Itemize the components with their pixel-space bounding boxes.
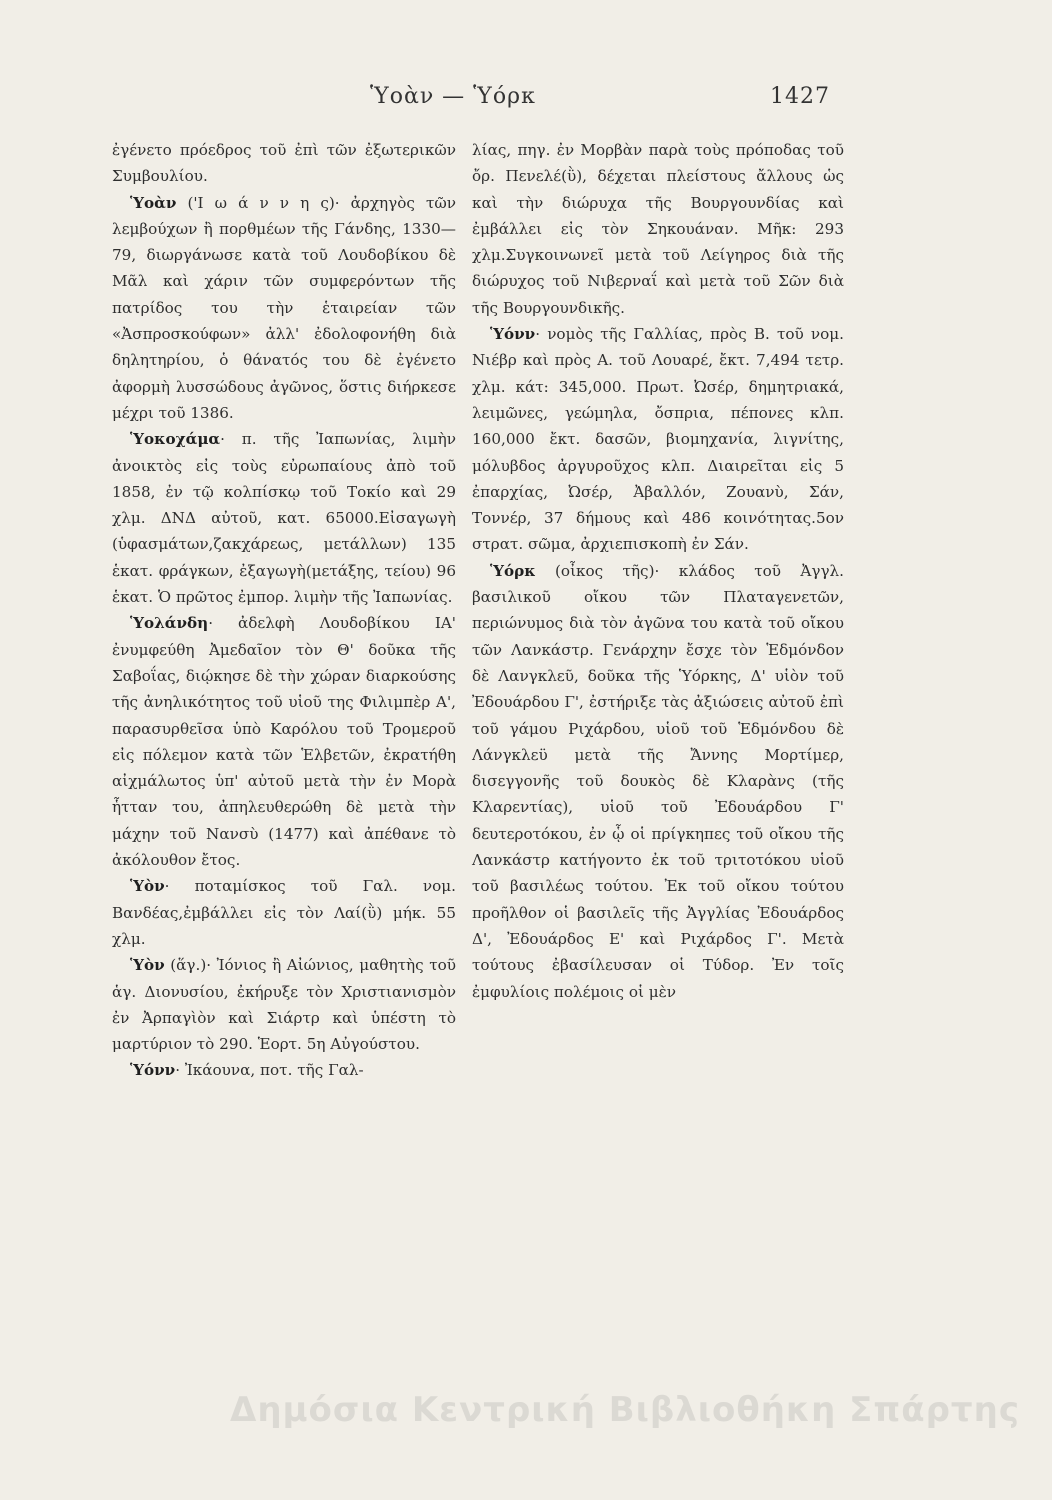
running-head [360,84,920,114]
entry-text: λίας, πηγ. ἐν Μορβὰν παρὰ τοὺς πρόποδας τοῦ ὄρ. Πενελέ(ῢ), δέχεται πλείστους ἄλλους ὡς καὶ τὴν διώρυχα τῆς Βουργουνδίας καὶ ἐμβάλλει εἰς τὸν Σηκουάναν. Μῆκ: 293 χλμ.Συγκοινωνεῖ μετὰ τοῦ Λείγηρος διὰ τῆς διώρυχος τοῦ Νιβερναΐ καὶ μετὰ τοῦ Σῶν διὰ τῆς Βουργουνδικῆς. [472,141,844,317]
entry-text: (οἶκος τῆς)· κλάδος τοῦ Ἀγγλ. βασιλικοῦ οἴκου τῶν Πλαταγενετῶν, περιώνυμος διὰ τὸν ἀγῶνα του κατὰ τοῦ οἴκου τῶν Λανκάστρ. Γενάρχην ἔσχε τὸν Ἑδμόνδον δὲ Λανγκλεῦ, δοῦκα τῆς Ὑόρκης, Δ' υἱὸν τοῦ Ἐδουάρδου Γ', ἐστήριξε τὰς ἀξιώσεις αὐτοῦ ἐπὶ τοῦ γάμου Ριχάρδου, υἱοῦ τοῦ Ἑδμόνδου δὲ Λάνγκλεϋ μετὰ τῆς Ἄννης Μορτίμερ, δισεγγονῆς τοῦ δουκὸς δὲ Κλαρὰνς (τῆς Κλαρεντίας), υἱοῦ τοῦ Ἐδουάρδου Γ' δευτεροτόκου, ἐν ᾧ οἱ πρίγκηπες τοῦ οἴκου τῆς Λανκάστρ κατήγοντο ἐκ τοῦ τριτοτόκου υἱοῦ τοῦ βασιλέως τούτου. Ἐκ τοῦ οἴκου τούτου προῆλθον οἱ βασιλεῖς τῆς Ἀγγλίας Ἐδουάρδος Δ', Ἐδουάρδος Ε' καὶ Ριχάρδος Γ'. Μετὰ τούτους ἐβασίλευσαν οἱ Τύδορ. Ἐν τοῖς ἐμφυλίοις πολέμοις οἱ μὲν [472,561,844,1001]
dictionary-entry [472,558,844,1005]
entry-text: ('Ι ω ά ν ν η ς)· ἀρχηγὸς τῶν λεμβούχων ἢ πορθμέων τῆς Γάνδης, 1330—79, διωργάνωσε κατὰ τοῦ Λουδοβίκου δὲ Μᾶλ καὶ χάριν τῶν συμφερόντων τῆς πατρίδος του τὴν ἑταιρείαν τῶν «Ἀσπροσκούφων» ἀλλ' ἐδολοφονήθη διὰ δηλητηρίου, ὁ θάνατός του δὲ ἐγένετο ἀφορμὴ λυσσώδους ἀγῶνος, ὅστις διήρκεσε μέχρι τοῦ 1386. [112,193,456,422]
entry-headword: Ὑοὰν [130,193,177,212]
left-column [112,137,456,1084]
dictionary-entry [112,190,456,427]
dictionary-entry [112,610,456,873]
entry-headword: Ὑὸν [130,956,165,975]
entry-text: · ἀδελφὴ Λουδοβίκου ΙΑ' ἐνυμφεύθη Ἀμεδαῖον τὸν Θ' δοῦκα τῆς Σαβοΐας, διῴκησε δὲ τὴν χώραν διαρκούσης τῆς ἀνηλικότητος τοῦ υἱοῦ της Φιλιμπὲρ Α', παρασυρθεῖσα ὑπὸ Καρόλου τοῦ Τρομεροῦ εἰς πόλεμον κατὰ τῶν Ἑλβετῶν, ἐκρατήθη αἰχμάλωτος ὑπ' αὐτοῦ μετὰ τὴν ἐν Μορὰ ἧτταν του, ἀπηλευθερώθη δὲ μετὰ τὴν μάχην τοῦ Νανσὺ (1477) καὶ ἀπέθανε τὸ ἀκόλουθον ἔτος. [112,614,456,870]
library-watermark: Δημόσια Κεντρική Βιβλιοθήκη Σπάρτης [230,1390,1020,1430]
dictionary-entry [112,426,456,610]
running-head-title: Ὑοὰν — Ὑόρκ [370,84,536,109]
entry-headword: Ὑὸν [130,877,165,896]
right-column [472,137,844,1005]
entry-text: (ἅγ.)· Ἰόνιος ἢ Αἰώνιος, μαθητὴς τοῦ ἁγ. Διονυσίου, ἐκήρυξε τὸν Χριστιανισμὸν ἐν Ἀρπαγὶὸν καὶ Σιάρτρ καὶ ὑπέστη τὸ μαρτύριον τὸ 290. Ἑορτ. 5η Αὐγούστου. [112,956,456,1054]
dictionary-entry [472,137,844,321]
entry-headword: Ὑοκοχάμα [130,430,221,449]
entry-text: · ποταμίσκος τοῦ Γαλ. νομ. Βανδέας,ἐμβάλλει εἰς τὸν Λαί(ῢ) μήκ. 55 χλμ. [112,877,456,948]
entry-text: ἐγένετο πρόεδρος τοῦ ἐπὶ τῶν ἐξωτερικῶν Συμβουλίου. [112,141,456,186]
page-number: 1427 [770,84,830,109]
entry-headword: Ὑόνν [130,1061,176,1080]
entry-headword: Ὑόνν [490,325,536,344]
dictionary-entry [112,1057,456,1083]
dictionary-entry [112,137,456,190]
entry-headword: Ὑολάνδη [130,614,209,633]
entry-text: · π. τῆς Ἰαπωνίας, λιμὴν ἀνοικτὸς εἰς τοὺς εὐρωπαίους ἀπὸ τοῦ 1858, ἐν τῷ κολπίσκῳ τοῦ Τοκίο καὶ 29 χλμ. ΔΝΔ αὐτοῦ, κατ. 65000.Εἰσαγωγὴ (ὑφασμάτων,ζακχάρεως, μετάλλων) 135 ἑκατ. φράγκων, ἐξαγωγὴ(μετάξης, τείου) 96 ἑκατ. Ὁ πρῶτος ἐμπορ. λιμὴν τῆς Ἰαπωνίας. [112,430,456,607]
dictionary-entry [112,952,456,1057]
entry-text: · νομὸς τῆς Γαλλίας, πρὸς Β. τοῦ νομ. Νιέβρ καὶ πρὸς Α. τοῦ Λουαρέ, ἔκτ. 7,494 τετρ. χλμ. κάτ: 345,000. Πρωτ. Ὠσέρ, δημητριακά, λειμῶνες, γεώμηλα, ὄσπρια, πέπονες κλπ. 160,000 ἔκτ. δασῶν, βιομηχανία, λιγνίτης, μόλυβδος ἀργυροῦχος κλπ. Διαιρεῖται εἰς 5 ἐπαρχίας, Ὠσέρ, Ἀβαλλόν, Ζουανὺ, Σάν, Τοννέρ, 37 δήμους καὶ 486 κοινότητας.5ον στρατ. σῶμα, ἀρχιεπισκοπὴ ἐν Σάν. [472,325,844,554]
dictionary-entry [472,321,844,558]
entry-text: · Ἰκάουνα, ποτ. τῆς Γαλ- [175,1061,364,1080]
dictionary-entry [112,873,456,952]
entry-headword: Ὑόρκ [490,561,536,580]
